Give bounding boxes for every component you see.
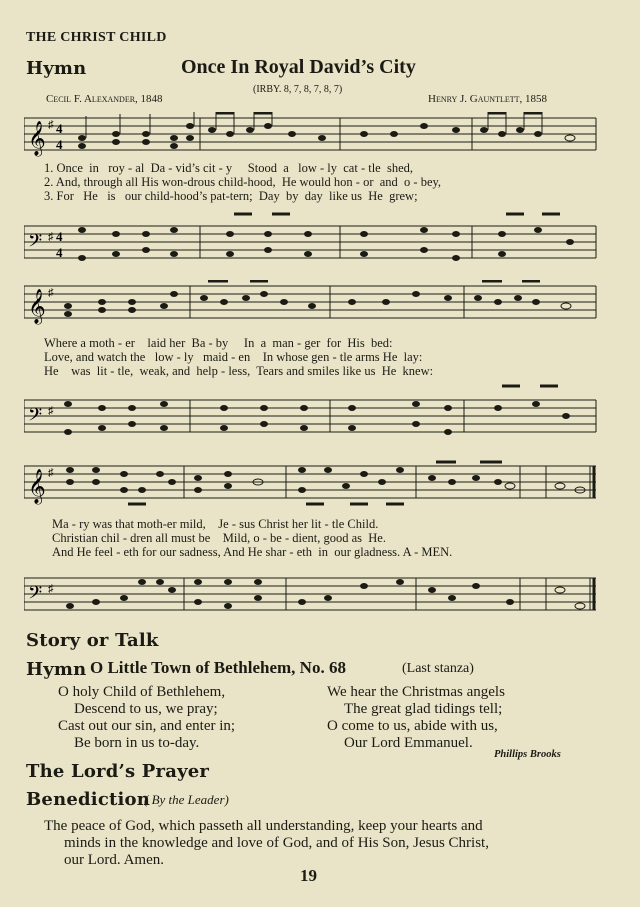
svg-text:𝄞: 𝄞 [28,121,46,156]
bass-staff-1 [24,210,598,280]
hymn2-right-line-2: The great glad tidings tell; [344,701,503,717]
svg-text:♯: ♯ [48,119,54,131]
prayer-label: The Lord’s Prayer [26,761,210,782]
page-number: 19 [300,866,317,885]
system1-verse2: 2. And, through all His won-drous child-hood, He would hon - or and o - bey, [44,175,442,189]
system2-verse1: Where a moth - er laid her Ba - by In a man - ger for His bed: [44,336,393,350]
hymn2-left-line-4: Be born in us to-day. [74,735,200,751]
svg-text:♯: ♯ [48,583,54,595]
svg-text:4: 4 [56,245,63,260]
benediction-note: ( By the Leader) [144,792,229,807]
system1-verse1: 1. Once in roy - al Da - vid’s cit - y Stood a low - ly cat - tle shed, [44,161,414,175]
running-title: THE CHRIST CHILD [26,30,167,45]
svg-text:𝄢: 𝄢 [28,583,43,608]
hymn-title: Once In Royal David’s City [181,56,416,78]
hymn2-label: Hymn [26,659,87,680]
svg-text:𝄢: 𝄢 [28,405,43,430]
hymn2-note: (Last stanza) [402,661,474,676]
system3-verse2: Christian chil - dren all must be Mild, o - be - dient, good as He. [52,531,386,545]
benediction-label: Benediction [26,789,151,810]
treble-staff-1 [24,112,598,162]
system2-verse3: He was lit - tle, weak, and help - less, Tears and smiles like us He knew: [44,364,434,378]
svg-text:4: 4 [56,229,63,244]
svg-text:4: 4 [56,121,63,136]
hymn2-right-line-4: Our Lord Emmanuel. [344,735,473,751]
treble-staff-3 [24,456,598,518]
hymn-label: Hymn [26,58,87,79]
svg-text:♯: ♯ [48,287,54,299]
treble-staff-2 [24,280,598,336]
benediction-line-2: minds in the knowledge and love of God, and of His Son, Jesus Christ, [64,835,489,851]
hymn-meter: (IRBY. 8, 7, 8, 7, 8, 7) [253,84,343,95]
hymn2-left-line-2: Descend to us, we pray; [74,701,218,717]
svg-text:𝄞: 𝄞 [28,289,46,324]
svg-text:♯: ♯ [48,405,54,417]
svg-text:𝄢: 𝄢 [28,231,43,256]
story-label: Story or Talk [26,630,159,651]
system2-verse2: Love, and watch the low - ly maid - en In whose gen - tle arms He lay: [44,350,423,364]
system3-verse3: And He feel - eth for our sadness, And He shar - eth in our gladness. A - MEN. [52,545,453,559]
benediction-line-3: our Lord. Amen. [64,852,164,868]
system1-verse3: 3. For He is our child-hood’s pat-tern; Day by day like us He grew; [44,189,418,203]
svg-text:𝄞: 𝄞 [28,469,46,504]
system3-verse1: Ma - ry was that moth-er mild, Je - sus Christ her lit - tle Child. [52,517,379,531]
hymn2-attribution: Phillips Brooks [494,749,561,760]
hymn-composer: Henry J. Gauntlett, 1858 [428,93,548,105]
svg-text:4: 4 [56,137,63,152]
bass-staff-3 [24,560,598,620]
hymn2-title: O Little Town of Bethlehem, No. 68 [90,658,346,677]
hymn2-left-line-3: Cast out our sin, and enter in; [58,718,236,734]
hymn2-left-line-1: O holy Child of Bethlehem, [58,684,226,700]
bass-staff-2 [24,380,598,450]
hymn2-right-line-1: We hear the Christmas angels [327,684,505,700]
benediction-line-1: The peace of God, which passeth all understanding, keep your hearts and [44,818,483,834]
svg-text:♯: ♯ [48,467,54,479]
hymn-author: Cecil F. Alexander, 1848 [46,93,163,105]
svg-text:♯: ♯ [48,231,54,243]
hymn2-right-line-3: O come to us, abide with us, [327,718,498,734]
